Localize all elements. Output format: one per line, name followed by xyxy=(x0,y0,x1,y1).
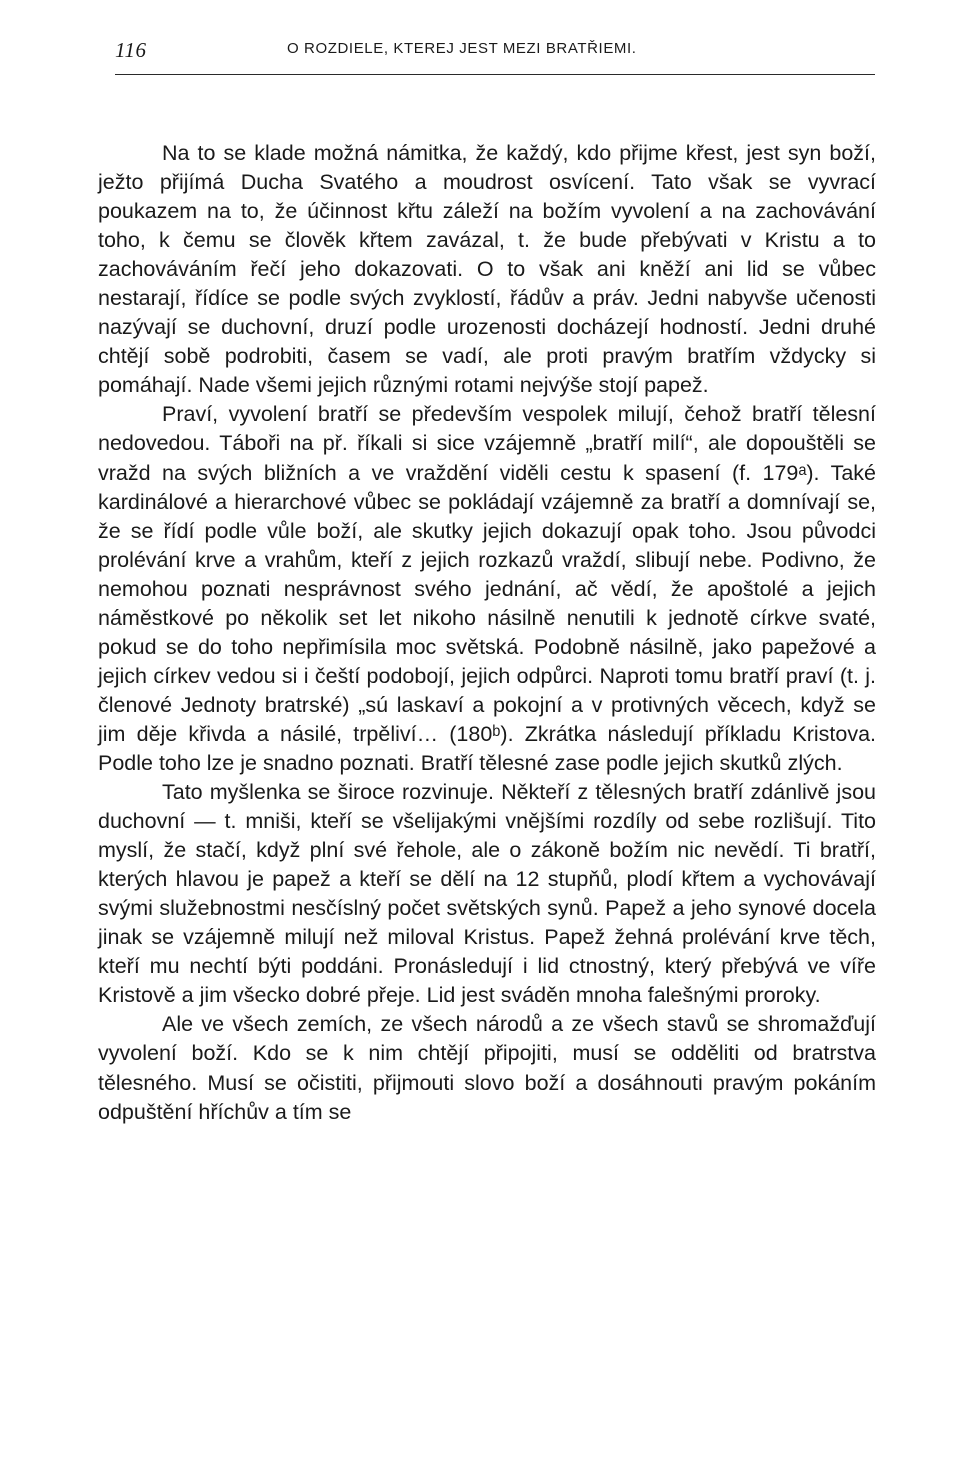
page-number: 116 xyxy=(115,38,147,62)
paragraph: Na to se klade možná námitka, že každý, kdo přijme křest, jest syn boží, ježto přijímá Ducha Svatého a moudrost osvícení. Tato však se vyvrací poukazem na to, že účinnost křtu záleží na božím vyvolení a na zachovávání toho, k čemu se člověk křtem zavázal, t. že bude přebývati v Kristu a to zachováváním řečí jeho dokazovati. O to však ani kněží ani lid se vůbec nestarají, řídíce se podle svých zvyklostí, řádův a práv. Jedni nabyvše učenosti nazývají se duchovní, druzí podle urozenosti docházejí hodností. Jedni druhé chtějí sobě podrobiti, časem se vadí, ale proti pravým bratřím vždycky si pomáhají. Nade všemi jejich různými rotami nejvýše stojí papež. xyxy=(98,141,876,398)
header-rule xyxy=(115,74,875,75)
running-title: O ROZDIELE, KTEREJ JEST MEZI BRATŘIEMI. xyxy=(287,40,637,57)
paragraph: Ale ve všech zemích, ze všech národů a ze všech stavů se shromažďují vyvolení boží. Kdo se k nim chtějí připojiti, musí se odděliti od bratrstva tělesného. Musí se očistiti, přijmouti slovo boží a dosáhnouti pravým pokáním odpuštění hříchův a tím se xyxy=(98,1012,876,1124)
paragraph: Tato myšlenka se široce rozvinuje. Někteří z tělesných bratří zdánlivě jsou duchovní — t. mniši, kteří se všelijakými vnějšími rozdíly od sebe rozlišují. Tito myslí, že stačí, když plní své řehole, ale o zákoně božím nic nevědí. Ti bratří, kterých hlavou je papež a kteří se dělí na 12 stupňů, plodí křtem a vychovávají svými služebnostmi nesčíslný počet světských synů. Papež a jeho synové docela jinak se vzájemně milují než miloval Kristus. Papež žehná prolévání krve těch, kteří mu nechtí býti poddáni. Pronásledují i lid ctnostný, který přebývá ve víře Kristově a jim všecko dobré přeje. Lid jest sváděn mnoha falešnými proroky. xyxy=(98,780,876,1008)
page-header xyxy=(115,38,875,78)
body-text xyxy=(98,139,876,1127)
paragraph: Praví, vyvolení bratří se především vespolek milují, čehož bratří tělesní nedovedou. Táboři na př. říkali si sice vzájemně „bratří milí“, ale dopouštěli se vražd na svých bližních a ve vraždění viděli cestu k spasení (f. 179ᵃ). Také kardinálové a hierarchové vůbec se pokládají vzájemně za bratří a domnívají se, že se řídí podle vůle boží, ale skutky jejich dokazují opak toho. Jsou původci prolévání krve a vrahům, kteří z jejich rozkazů vraždí, slibují nebe. Podivno, že nemohou poznati nesprávnost svého jednání, ač vědí, že apoštolé a jejich náměstkové po několik set let nikoho násilně nenutili k jednotě církve svaté, pokud se do toho nepřimísila moc světská. Podobně násilně, jako papežové a jejich církev vedou si i čeští podobojí, jejich odpůrci. Naproti tomu bratří praví (t. j. členové Jednoty bratrské) „sú laskaví a pokojní a v protivných věcech, když se jim děje křivda a násilé, trpěliví… (180ᵇ). Zkrátka následují příkladu Kristova. Podle toho lze je snadno poznati. Bratří tělesné zase podle jejich skutků zlých. xyxy=(98,402,876,775)
